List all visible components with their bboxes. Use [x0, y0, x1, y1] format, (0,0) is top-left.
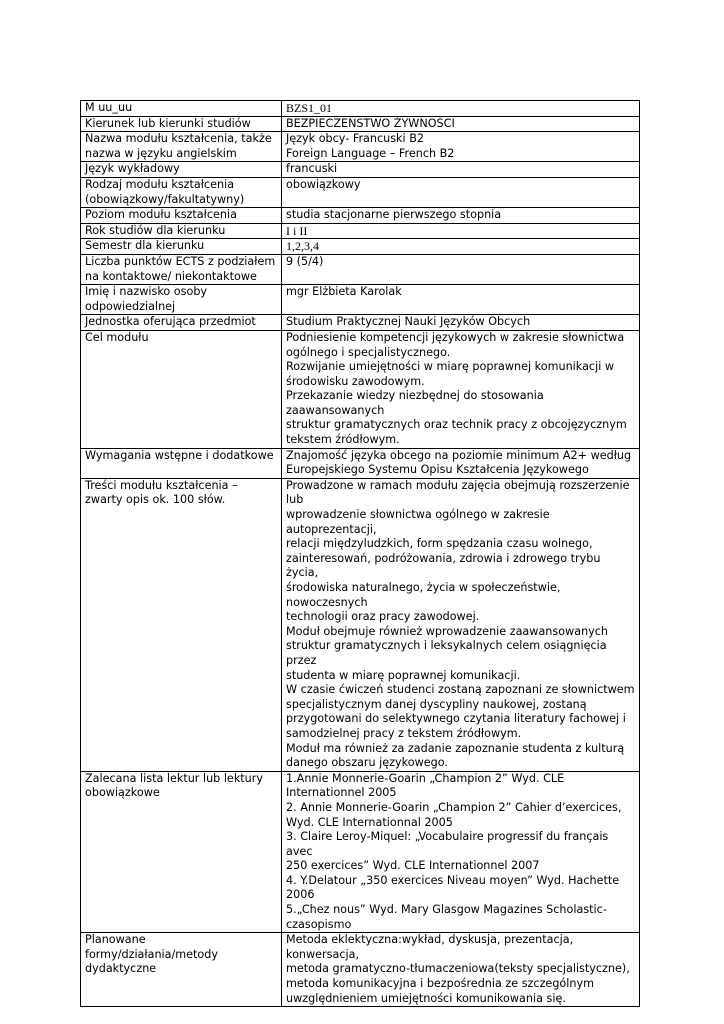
row-value-line: środowiska naturalnego, życia w społeczeństwie, nowoczesnych	[286, 581, 561, 609]
row-value-line: francuski	[286, 162, 338, 176]
row-label-cell	[81, 223, 282, 239]
row-value-line: specjalistycznym danej dyscypliny naukowej, zostaną	[286, 697, 587, 711]
row-label-line: obowiązkowe	[85, 786, 160, 800]
row-value-line: Europejskiego Systemu Opisu Kształcenia Językowego	[286, 463, 589, 477]
row-value-line: 4. Y.Delatour „350 exercices Niveau moyen” Wyd. Hachette 2006	[286, 873, 620, 902]
row-label-line: (obowiązkowy/fakultatywny)	[85, 192, 245, 206]
row-value-line: Internationnel 2005	[286, 786, 397, 800]
row-label-line: Jednostka oferująca przedmiot	[85, 315, 256, 329]
row-label-cell	[81, 239, 282, 255]
row-label-line: Poziom modułu kształcenia	[85, 208, 237, 222]
row-label-cell	[81, 933, 282, 1007]
row-label-line: Kierunek lub kierunki studiów	[85, 116, 251, 130]
row-value-line: 3. Claire Leroy-Miquel: „Vocabulaire progressif du français avec	[286, 830, 609, 858]
row-label-line: Język wykładowy	[85, 162, 180, 176]
table-row	[81, 285, 640, 315]
row-label-line: Treści modułu kształcenia –	[85, 478, 238, 492]
row-value-cell	[282, 330, 640, 448]
row-label-cell	[81, 285, 282, 315]
table-row	[81, 478, 640, 771]
row-value-line: technologii oraz pracy zawodowej.	[286, 610, 480, 624]
table-row	[81, 208, 640, 224]
row-value-line: Moduł obejmuje również wprowadzenie zaawansowanych	[286, 624, 609, 638]
row-label-line: formy/działania/metody	[85, 947, 219, 961]
row-label-cell	[81, 771, 282, 933]
row-label-cell	[81, 208, 282, 224]
row-value-line: obowiązkowy	[286, 177, 361, 191]
row-value-cell	[282, 315, 640, 331]
row-label-cell	[81, 116, 282, 132]
row-value-line: struktur gramatycznych oraz technik pracy z obcojęzycznym	[286, 418, 627, 432]
row-value-line: tekstem źródłowym.	[286, 433, 400, 447]
row-value-line: 1,2,3,4	[286, 239, 319, 254]
row-value-line: studenta w miarę poprawnej komunikacji.	[286, 668, 521, 682]
row-label-cell	[81, 330, 282, 448]
row-label-line: Wymagania wstępne i dodatkowe	[85, 448, 274, 462]
row-label-line: Imię i nazwisko osoby	[85, 285, 208, 299]
row-value-line: uwzględnieniem umiejętności komunikowania się.	[286, 991, 566, 1005]
row-value-line: BEZPIECZEŃSTWO ŻYWNOŚCI	[286, 116, 455, 130]
row-value-line: czasopismo	[286, 917, 352, 931]
row-label-line: Semestr dla kierunku	[85, 239, 205, 253]
row-value-line: 1.Annie Monnerie-Goarin „Champion 2” Wyd. CLE	[286, 771, 565, 785]
table-row	[81, 132, 640, 162]
row-label-cell	[81, 254, 282, 284]
row-label-cell	[81, 177, 282, 207]
row-value-line: Język obcy- Francuski B2	[286, 132, 424, 146]
row-value-line: 250 exercices” Wyd. CLE Internationnel 2007	[286, 859, 540, 873]
row-label-line: Rodzaj modułu kształcenia	[85, 177, 235, 191]
row-value-line: Metoda eklektyczna:wykład, dyskusja, prezentacja, konwersacja,	[286, 933, 574, 961]
row-label-line: M uu_uu	[85, 101, 133, 114]
row-label-cell	[81, 478, 282, 771]
row-label-line: Rok studiów dla kierunku	[85, 223, 226, 237]
row-label-cell	[81, 101, 282, 117]
syllabus-body	[81, 101, 640, 1007]
row-value-line: I i II	[286, 223, 308, 238]
row-value-cell	[282, 208, 640, 224]
row-value-cell	[282, 177, 640, 207]
table-row	[81, 330, 640, 448]
row-value-line: 9 (5/4)	[286, 254, 324, 268]
row-value-cell	[282, 771, 640, 933]
row-value-line: środowisku zawodowym.	[286, 374, 425, 388]
table-row	[81, 116, 640, 132]
row-value-line: Znajomość języka obcego na poziomie minimum A2+ według	[286, 448, 632, 462]
row-value-line: ogólnego i specjalistycznego.	[286, 345, 451, 359]
row-label-line: nazwa w języku angielskim	[85, 146, 237, 160]
row-value-line: Moduł ma również za zadanie zapoznanie studenta z kulturą	[286, 741, 625, 755]
row-value-cell	[282, 223, 640, 239]
row-value-cell	[282, 132, 640, 162]
row-label-line: Zalecana lista lektur lub lektury	[85, 771, 263, 785]
table-row	[81, 771, 640, 933]
table-row	[81, 162, 640, 178]
row-value-cell	[282, 933, 640, 1007]
row-value-line: Podniesienie kompetencji językowych w zakresie słownictwa	[286, 330, 625, 344]
row-value-line: danego obszaru językowego.	[286, 756, 448, 770]
table-row	[81, 239, 640, 255]
row-value-line: zainteresowań, podróżowania, zdrowia i zdrowego trybu życia,	[286, 551, 601, 580]
row-label-cell	[81, 132, 282, 162]
row-label-line: dydaktyczne	[85, 962, 157, 976]
table-row	[81, 933, 640, 1007]
table-row	[81, 254, 640, 284]
row-value-line: BZS1_01	[286, 101, 333, 115]
row-value-line: samodzielnej pracy z tekstem źródłowym.	[286, 726, 522, 740]
row-value-line: mgr Elżbieta Karolak	[286, 285, 402, 299]
row-label-line: Planowane	[85, 933, 146, 947]
row-value-line: 2. Annie Monnerie-Goarin „Champion 2” Cahier d’exercices,	[286, 800, 622, 814]
row-label-cell	[81, 162, 282, 178]
table-row	[81, 315, 640, 331]
row-label-line: zwarty opis ok. 100 słów.	[85, 493, 226, 507]
row-value-cell	[282, 162, 640, 178]
module-syllabus-table	[80, 100, 640, 1007]
row-value-line: Studium Praktycznej Nauki Języków Obcych	[286, 315, 531, 329]
row-value-cell	[282, 239, 640, 255]
table-row	[81, 177, 640, 207]
row-value-line: Foreign Language – French B2	[286, 146, 455, 160]
row-label-line: na kontaktowe/ niekontaktowe	[85, 269, 257, 283]
row-label-cell	[81, 448, 282, 478]
row-value-line: Przekazanie wiedzy niezbędnej do stosowania zaawansowanych	[286, 389, 544, 417]
row-value-line: Wyd. CLE Internationnal 2005	[286, 815, 453, 829]
table-row	[81, 223, 640, 239]
row-value-line: relacji międzyludzkich, form spędzania czasu wolnego,	[286, 537, 593, 551]
row-label-cell	[81, 315, 282, 331]
row-value-cell	[282, 285, 640, 315]
row-label-line: odpowiedzialnej	[85, 299, 176, 313]
row-value-line: przygotowani do selektywnego czytania literatury fachowej i	[286, 712, 626, 726]
row-value-cell	[282, 478, 640, 771]
row-value-line: 5.„Chez nous” Wyd. Mary Glasgow Magazines Scholastic-	[286, 903, 607, 917]
row-value-line: studia stacjonarne pierwszego stopnia	[286, 208, 502, 222]
row-value-line: metoda komunikacyjna i bezpośrednia ze szczególnym	[286, 977, 594, 991]
row-value-cell	[282, 101, 640, 117]
row-value-cell	[282, 116, 640, 132]
row-value-cell	[282, 254, 640, 284]
row-value-line: W czasie ćwiczeń studenci zostaną zapoznani ze słownictwem	[286, 683, 635, 697]
row-label-line: Nazwa modułu kształcenia, także	[85, 132, 272, 146]
row-value-line: Prowadzone w ramach modułu zajęcia obejmują rozszerzenie lub	[286, 478, 630, 507]
row-value-line: Rozwijanie umiejętności w miarę poprawnej komunikacji w	[286, 360, 615, 374]
row-label-line: Liczba punktów ECTS z podziałem	[85, 254, 276, 268]
row-value-cell	[282, 448, 640, 478]
row-value-line: struktur gramatycznych i leksykalnych celem osiągnięcia przez	[286, 639, 607, 667]
table-row	[81, 101, 640, 117]
table-row	[81, 448, 640, 478]
row-label-line: Cel modułu	[85, 330, 149, 344]
row-value-line: wprowadzenie słownictwa ogólnego w zakresie autoprezentacji,	[286, 508, 550, 536]
row-value-line: metoda gramatyczno-tłumaczeniowa(teksty specjalistyczne),	[286, 962, 630, 976]
